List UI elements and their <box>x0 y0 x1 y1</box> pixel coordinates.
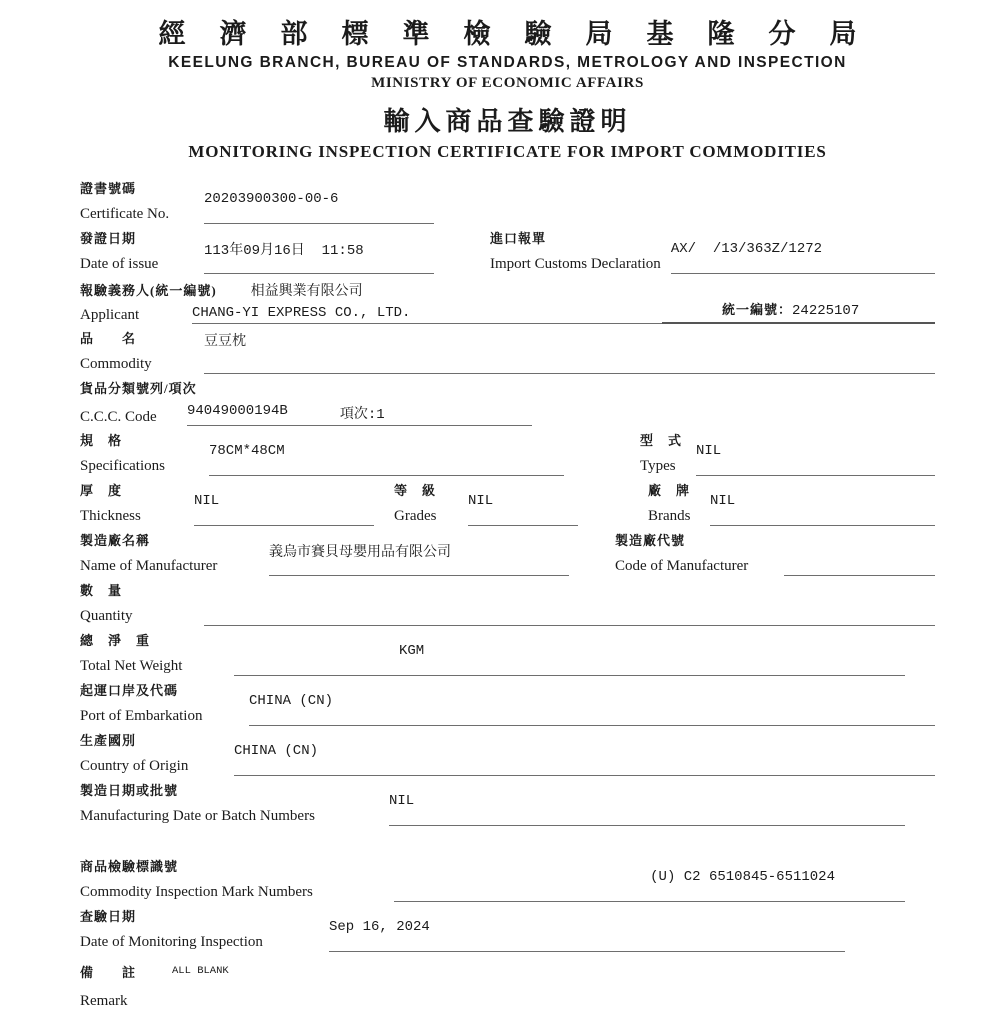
remark-value: ALL BLANK <box>172 965 229 977</box>
uniform-number-field <box>662 301 935 324</box>
grades-label <box>394 480 468 526</box>
mfg-date-batch-label <box>80 780 389 826</box>
grades-value: NIL <box>468 492 494 509</box>
import-declaration-label <box>490 228 671 274</box>
brands-field <box>710 480 935 526</box>
mfg-date-batch-label-zh: 製造日期或批號 <box>80 783 179 798</box>
commodity-label-zh: 品 名 <box>80 331 137 346</box>
types-field <box>696 430 935 476</box>
mfg-date-batch-value: NIL <box>389 792 415 809</box>
types-label-zh: 型 式 <box>640 433 683 448</box>
date-of-issue-field <box>204 228 434 274</box>
row-applicant <box>80 278 935 324</box>
port-of-embarkation-label-en: Port of Embarkation <box>80 708 203 724</box>
total-net-weight-label-en: Total Net Weight <box>80 658 183 674</box>
port-of-embarkation-field <box>249 680 935 726</box>
row-quantity <box>80 580 935 626</box>
manufacturer-name-value: 義烏市賽貝母嬰用品有限公司 <box>269 544 451 561</box>
certificate-no-label-zh: 證書號碼 <box>80 181 137 196</box>
inspection-mark-label-zh: 商品檢驗標識號 <box>80 859 179 874</box>
total-net-weight-label <box>80 630 234 676</box>
ccc-code-value: 94049000194B <box>187 403 288 419</box>
inspection-date-label-zh: 查驗日期 <box>80 909 137 924</box>
quantity-label-en: Quantity <box>80 608 133 624</box>
applicant-name-en: CHANG-YI EXPRESS CO., LTD. <box>192 305 411 321</box>
applicant-name-zh: 相益興業有限公司 <box>250 284 363 300</box>
quantity-label-zh: 數 量 <box>80 583 123 598</box>
date-of-issue-label <box>80 228 204 274</box>
country-of-origin-label <box>80 730 234 776</box>
brands-value: NIL <box>710 492 736 509</box>
ministry-name: MINISTRY OF ECONOMIC AFFAIRS <box>371 75 644 91</box>
row-inspection-date <box>80 906 935 952</box>
applicant-label-zh: 報驗義務人(統一編號) <box>80 283 217 298</box>
thickness-value: NIL <box>194 492 220 509</box>
manufacturer-code-field <box>784 530 935 576</box>
grades-label-en: Grades <box>394 508 437 524</box>
commodity-label-en: Commodity <box>80 356 152 372</box>
inspection-date-label <box>80 906 329 952</box>
import-declaration-group <box>490 228 935 274</box>
quantity-field <box>204 580 935 626</box>
inspection-date-label-en: Date of Monitoring Inspection <box>80 934 263 950</box>
specifications-value: 78CM*48CM <box>209 442 285 459</box>
remark-line <box>80 964 935 982</box>
country-of-origin-field <box>234 730 935 776</box>
row-country-of-origin <box>80 730 935 776</box>
row-port-of-embarkation <box>80 680 935 726</box>
types-value: NIL <box>696 442 722 459</box>
inspection-mark-label <box>80 856 394 902</box>
thickness-label <box>80 480 194 526</box>
import-declaration-label-en: Import Customs Declaration <box>490 256 661 272</box>
import-declaration-value: AX/ /13/363Z/1272 <box>670 240 823 257</box>
commodity-field <box>204 328 935 374</box>
grades-label-zh: 等 級 <box>394 483 437 498</box>
ccc-code-label-en: C.C.C. Code <box>80 409 157 425</box>
manufacturer-name-label-zh: 製造廠名稱 <box>80 533 151 548</box>
mfg-date-batch-label-en: Manufacturing Date or Batch Numbers <box>80 808 315 824</box>
brands-label-zh: 廠 牌 <box>648 483 691 498</box>
import-declaration-label-zh: 進口報單 <box>490 231 547 246</box>
commodity-value: 豆豆枕 <box>204 334 246 350</box>
applicant-line-en <box>80 303 662 324</box>
inspection-mark-value: (U) C2 6510845-6511024 <box>650 868 835 885</box>
manufacturer-name-label-en: Name of Manufacturer <box>80 558 218 574</box>
remark-label-en: Remark <box>80 993 128 1009</box>
types-group <box>640 430 935 476</box>
mfg-date-batch-field <box>389 780 905 826</box>
row-inspection-mark <box>80 856 935 902</box>
agency-name-en: KEELUNG BRANCH, BUREAU OF STANDARDS, METROLOGY AND INSPECTION <box>168 54 847 71</box>
document-title-en: MONITORING INSPECTION CERTIFICATE FOR IMPORT COMMODITIES <box>188 142 827 161</box>
row-commodity <box>80 328 935 374</box>
row-ccc-code <box>80 378 935 426</box>
total-net-weight-label-zh: 總 淨 重 <box>80 633 151 648</box>
row-date-of-issue <box>80 228 935 274</box>
thickness-field <box>194 480 374 526</box>
row-specifications-types <box>80 430 935 476</box>
row-certificate-no <box>80 178 935 224</box>
document-header <box>80 12 935 162</box>
ccc-code-line <box>80 403 935 426</box>
specifications-label-zh: 規 格 <box>80 433 123 448</box>
manufacturer-name-field <box>269 530 569 576</box>
inspection-date-value: Sep 16, 2024 <box>329 918 430 935</box>
brands-label-en: Brands <box>648 508 691 524</box>
row-thickness-grades-brands <box>80 480 935 526</box>
country-of-origin-value: CHINA (CN) <box>234 742 319 759</box>
inspection-mark-label-en: Commodity Inspection Mark Numbers <box>80 884 313 900</box>
certificate-no-label <box>80 178 204 224</box>
country-of-origin-label-zh: 生產國別 <box>80 733 137 748</box>
import-declaration-field <box>671 228 935 274</box>
ccc-item-number: 項次:1 <box>339 407 385 423</box>
document-title-zh: 輸入商品查驗證明 <box>383 107 632 136</box>
country-of-origin-label-en: Country of Origin <box>80 758 189 774</box>
applicant-field <box>192 303 662 324</box>
port-of-embarkation-label-zh: 起運口岸及代碼 <box>80 683 179 698</box>
certificate-no-label-en: Certificate No. <box>80 206 170 222</box>
specifications-field <box>209 430 564 476</box>
types-label-en: Types <box>640 458 676 474</box>
remark-label-zh: 備 註 <box>80 965 137 980</box>
inspection-mark-field <box>394 856 905 902</box>
manufacturer-code-label-zh: 製造廠代號 <box>615 533 686 548</box>
specifications-label-en: Specifications <box>80 458 165 474</box>
ccc-code-field <box>187 403 532 426</box>
uniform-number-label: 統一編號： <box>722 302 793 317</box>
applicant-line-zh <box>80 280 662 300</box>
inspection-date-field <box>329 906 845 952</box>
quantity-label <box>80 580 204 626</box>
uniform-number-value: 24225107 <box>792 303 860 319</box>
date-of-issue-value: 113年09月16日 11:58 <box>204 242 364 259</box>
row-total-net-weight <box>80 630 935 676</box>
manufacturer-name-label <box>80 530 269 576</box>
agency-name-zh: 經濟部標準檢驗局基隆分局 <box>158 19 891 49</box>
manufacturer-code-group <box>615 530 935 576</box>
port-of-embarkation-label <box>80 680 249 726</box>
total-net-weight-field <box>234 630 905 676</box>
date-of-issue-label-en: Date of issue <box>80 256 159 272</box>
commodity-label <box>80 328 204 374</box>
certificate-no-value: 20203900300-00-6 <box>204 190 339 207</box>
specifications-label <box>80 430 209 476</box>
total-net-weight-unit: KGM <box>399 642 425 659</box>
ccc-code-label-zh: 貨品分類號列/項次 <box>80 381 197 396</box>
thickness-label-zh: 厚 度 <box>80 483 123 498</box>
port-of-embarkation-value: CHINA (CN) <box>249 692 334 709</box>
applicant-label-en: Applicant <box>80 307 140 323</box>
thickness-label-en: Thickness <box>80 508 141 524</box>
row-manufacturer <box>80 530 935 576</box>
row-remark <box>80 962 935 1010</box>
grades-field <box>468 480 578 526</box>
date-of-issue-label-zh: 發證日期 <box>80 231 137 246</box>
brands-label <box>648 480 710 526</box>
manufacturer-code-label-en: Code of Manufacturer <box>615 558 749 574</box>
row-mfg-date-batch <box>80 780 935 826</box>
types-label <box>640 430 696 476</box>
manufacturer-code-label <box>615 530 784 576</box>
certificate-no-field <box>204 178 434 224</box>
applicant-block <box>80 278 662 324</box>
